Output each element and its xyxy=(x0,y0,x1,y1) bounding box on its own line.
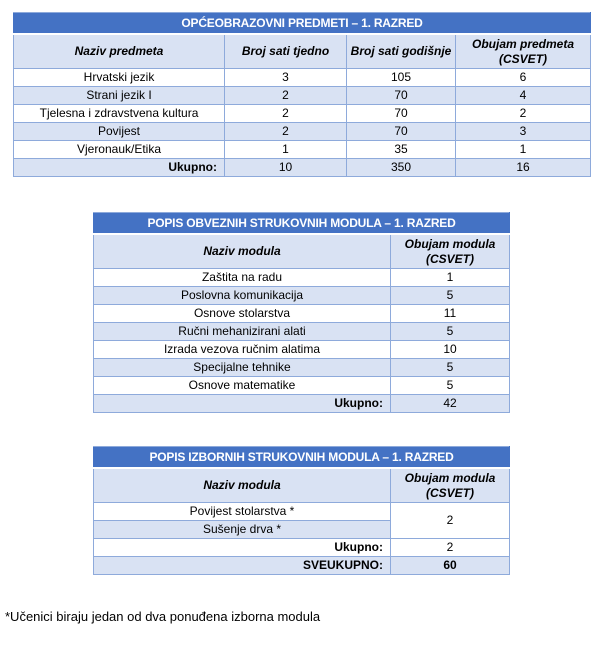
table-title-row xyxy=(14,13,591,35)
value-cell: 1 xyxy=(391,269,510,287)
table-row xyxy=(94,305,510,323)
value-cell: 70 xyxy=(347,123,456,141)
table-row xyxy=(94,377,510,395)
total-row xyxy=(94,539,510,557)
table-title-row xyxy=(94,447,510,469)
table-row xyxy=(14,105,591,123)
value-cell: 5 xyxy=(391,377,510,395)
value-cell: 1 xyxy=(456,141,591,159)
table-title: POPIS OBVEZNIH STRUKOVNIH MODULA – 1. RAZRED xyxy=(94,213,510,235)
value-cell: 2 xyxy=(225,123,347,141)
module-name-cell: Specijalne tehnike xyxy=(94,359,391,377)
column-header-weekly-hours: Broj sati tjedno xyxy=(225,34,347,69)
module-name-cell: Poslovna komunikacija xyxy=(94,287,391,305)
grand-total-value-cell: 60 xyxy=(391,557,510,575)
grand-total-row xyxy=(94,557,510,575)
table-mandatory-modules xyxy=(93,212,510,413)
table-row xyxy=(94,341,510,359)
table-general-subjects xyxy=(13,12,591,177)
value-cell: 3 xyxy=(225,69,347,87)
subject-name-cell: Vjeronauk/Etika xyxy=(14,141,225,159)
table-row xyxy=(94,503,510,521)
column-header-subject: Naziv predmeta xyxy=(14,34,225,69)
total-value-cell: 10 xyxy=(225,159,347,177)
subject-name-cell: Povijest xyxy=(14,123,225,141)
column-header-csvet: Obujam modula (CSVET) xyxy=(391,468,510,503)
value-cell: 10 xyxy=(391,341,510,359)
table-title: POPIS IZBORNIH STRUKOVNIH MODULA – 1. RAZRED xyxy=(94,447,510,469)
subject-name-cell: Hrvatski jezik xyxy=(14,69,225,87)
value-cell: 2 xyxy=(225,105,347,123)
total-value-cell: 42 xyxy=(391,395,510,413)
value-cell: 4 xyxy=(456,87,591,105)
value-cell: 5 xyxy=(391,287,510,305)
value-cell: 5 xyxy=(391,323,510,341)
table-row xyxy=(94,323,510,341)
module-name-cell: Povijest stolarstva * xyxy=(94,503,391,521)
module-name-cell: Sušenje drva * xyxy=(94,521,391,539)
total-row xyxy=(94,395,510,413)
subject-name-cell: Strani jezik I xyxy=(14,87,225,105)
value-cell: 2 xyxy=(225,87,347,105)
value-cell: 6 xyxy=(456,69,591,87)
table-row xyxy=(94,269,510,287)
table-row xyxy=(14,123,591,141)
value-cell: 105 xyxy=(347,69,456,87)
total-label: Ukupno: xyxy=(14,159,225,177)
column-header-module: Naziv modula xyxy=(94,234,391,269)
merged-value-cell: 2 xyxy=(391,503,510,539)
module-name-cell: Izrada vezova ručnim alatima xyxy=(94,341,391,359)
total-value-cell: 350 xyxy=(347,159,456,177)
module-name-cell: Zaštita na radu xyxy=(94,269,391,287)
total-row xyxy=(14,159,591,177)
module-name-cell: Osnove stolarstva xyxy=(94,305,391,323)
value-cell: 35 xyxy=(347,141,456,159)
column-header-row xyxy=(94,468,510,503)
table-row xyxy=(14,141,591,159)
table-title-row xyxy=(94,213,510,235)
table-row xyxy=(14,69,591,87)
column-header-row xyxy=(94,234,510,269)
table-elective-modules xyxy=(93,446,510,575)
value-cell: 3 xyxy=(456,123,591,141)
total-label: Ukupno: xyxy=(94,539,391,557)
table-row xyxy=(14,87,591,105)
footnote: *Učenici biraju jedan od dva ponuđena izborna modula xyxy=(5,609,321,624)
module-name-cell: Ručni mehanizirani alati xyxy=(94,323,391,341)
grand-total-label: SVEUKUPNO: xyxy=(94,557,391,575)
value-cell: 2 xyxy=(456,105,591,123)
value-cell: 70 xyxy=(347,105,456,123)
value-cell: 70 xyxy=(347,87,456,105)
total-value-cell: 16 xyxy=(456,159,591,177)
subject-name-cell: Tjelesna i zdravstvena kultura xyxy=(14,105,225,123)
column-header-module: Naziv modula xyxy=(94,468,391,503)
value-cell: 5 xyxy=(391,359,510,377)
total-label: Ukupno: xyxy=(94,395,391,413)
value-cell: 1 xyxy=(225,141,347,159)
column-header-row xyxy=(14,34,591,69)
value-cell: 11 xyxy=(391,305,510,323)
total-value-cell: 2 xyxy=(391,539,510,557)
table-row xyxy=(94,287,510,305)
column-header-yearly-hours: Broj sati godišnje xyxy=(347,34,456,69)
column-header-csvet: Obujam predmeta (CSVET) xyxy=(456,34,591,69)
table-title: OPĆEOBRAZOVNI PREDMETI – 1. RAZRED xyxy=(14,13,591,35)
column-header-csvet: Obujam modula (CSVET) xyxy=(391,234,510,269)
module-name-cell: Osnove matematike xyxy=(94,377,391,395)
table-row xyxy=(94,359,510,377)
